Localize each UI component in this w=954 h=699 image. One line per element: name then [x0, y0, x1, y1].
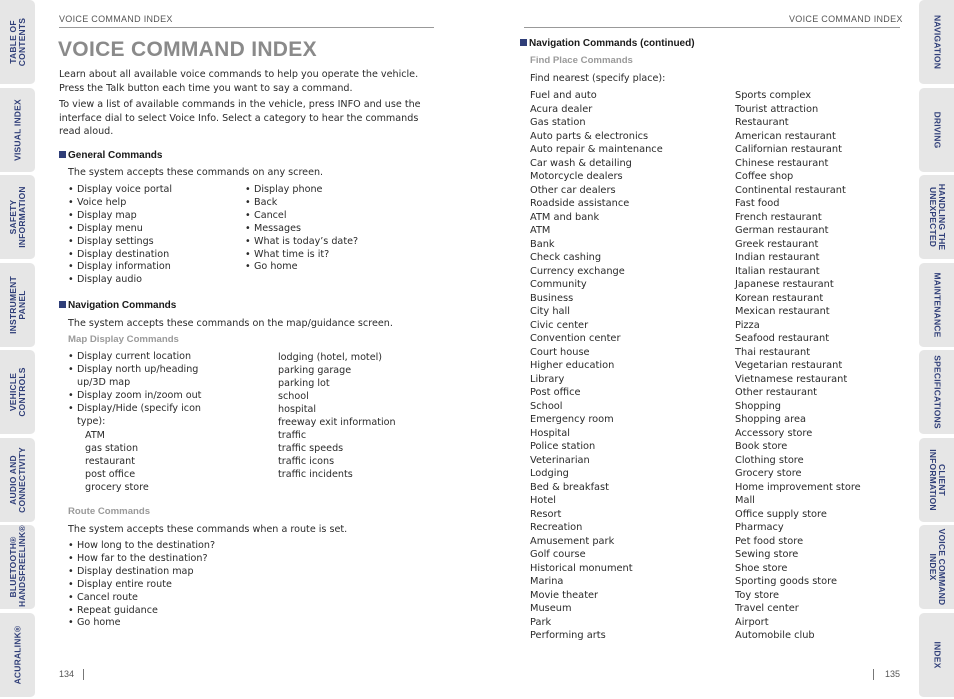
icon-type-item: traffic icons [278, 456, 335, 467]
right-running-head: VOICE COMMAND INDEX [789, 14, 903, 24]
map-icon-types-list-2 [278, 351, 428, 481]
find-nearest-lead: Find nearest (specify place): [530, 73, 666, 84]
place-item: Mall [735, 495, 755, 506]
nav-continued-heading [520, 38, 695, 49]
place-item: Business [530, 292, 574, 304]
icon-type-item: parking lot [278, 378, 330, 389]
route-commands-heading: Route Commands [68, 506, 151, 517]
general-command-item: • Display menu [68, 223, 238, 236]
tab-label: INSTRUMENT PANEL [7, 275, 27, 334]
left-page-number: 134 [59, 669, 75, 679]
place-item: Acura dealer [530, 103, 593, 115]
general-command-item: • Voice help [68, 197, 238, 210]
general-command-item: • Display information [68, 261, 238, 274]
place-item: School [530, 400, 563, 412]
tab-label: ACURALINK® [12, 625, 22, 684]
place-item: Museum [530, 603, 572, 614]
general-command-item: • Display audio [68, 274, 238, 287]
place-item: ATM [530, 225, 551, 236]
place-item: Vietnamese restaurant [735, 373, 848, 385]
place-item: French restaurant [735, 211, 822, 223]
left-section-tab-2[interactable] [0, 175, 35, 260]
place-list-1 [530, 89, 730, 643]
icon-type-item: grocery store [85, 482, 149, 493]
route-command-item: • Display entire route [68, 579, 268, 592]
right-page-number: 135 [885, 669, 901, 679]
general-command-item: • Messages [245, 223, 420, 236]
place-item: Grocery store [735, 468, 802, 479]
place-item: Continental restaurant [735, 184, 846, 196]
place-item: Resort [530, 508, 562, 520]
icon-type-item: ATM [85, 430, 105, 441]
navigation-commands-desc: The system accepts these commands on the map/guidance screen. [68, 318, 393, 329]
place-item: Toy store [735, 589, 780, 601]
place-item: Lodging [530, 468, 569, 479]
nav-continued-heading-text: Navigation Commands (continued) [529, 38, 695, 49]
left-section-tab-6[interactable] [0, 525, 35, 610]
place-item: Roadside assistance [530, 198, 630, 209]
place-item: Restaurant [735, 117, 789, 128]
left-section-tab-7[interactable] [0, 613, 35, 698]
place-item: Travel center [735, 603, 799, 614]
map-display-heading: Map Display Commands [68, 334, 179, 345]
place-item: Clothing store [735, 454, 804, 466]
icon-type-item: traffic [278, 430, 307, 441]
route-command-item: • Repeat guidance [68, 605, 268, 618]
place-item: Sewing store [735, 549, 799, 560]
right-section-tabs [919, 0, 954, 699]
place-item: Golf course [530, 549, 586, 560]
right-page-number-bar [873, 669, 874, 680]
place-item: Historical monument [530, 562, 633, 574]
place-item: Emergency room [530, 414, 614, 425]
map-command-item: • Display current location [68, 351, 208, 364]
right-section-tab-6[interactable] [919, 525, 954, 610]
place-item: German restaurant [735, 225, 829, 236]
map-display-list [68, 351, 208, 428]
intro-paragraph-1: Learn about all available voice commands to help you operate the vehicle. Press the Talk button each time you want to say a command. [59, 69, 419, 94]
place-item: Shopping area [735, 414, 806, 425]
tab-label: NAVIGATION [932, 14, 942, 70]
tab-label: VEHICLE CONTROLS [7, 367, 27, 417]
place-item: Motorcycle dealers [530, 171, 623, 182]
tab-label: CLIENT INFORMATION [927, 448, 947, 511]
place-item: Performing arts [530, 630, 606, 641]
place-item: Car wash & detailing [530, 157, 632, 169]
route-commands-desc: The system accepts these commands when a route is set. [68, 524, 348, 535]
route-commands-list [68, 540, 268, 630]
place-item: American restaurant [735, 130, 836, 142]
tab-label: MAINTENANCE [932, 271, 942, 337]
general-command-item: • Go home [245, 261, 420, 274]
general-commands-list-2 [245, 184, 420, 274]
place-item: Coffee shop [735, 171, 794, 182]
place-item: Higher education [530, 360, 615, 371]
left-section-tab-0[interactable] [0, 0, 35, 85]
place-item: Auto parts & electronics [530, 130, 649, 142]
section-marker-icon [59, 301, 66, 308]
place-item: Amusement park [530, 535, 615, 547]
place-item: Park [530, 616, 552, 628]
route-command-item: • Display destination map [68, 566, 268, 579]
general-command-item: • Display settings [68, 236, 238, 249]
icon-type-item: traffic speeds [278, 443, 344, 454]
general-command-item: • Cancel [245, 210, 420, 223]
right-section-tab-5[interactable] [919, 438, 954, 523]
left-running-head: VOICE COMMAND INDEX [59, 14, 173, 24]
place-item: Sports complex [735, 90, 812, 101]
route-command-item: • How long to the destination? [68, 540, 268, 553]
icon-type-item: lodging (hotel, motel) [278, 352, 383, 363]
right-section-tab-0[interactable] [919, 0, 954, 85]
intro-paragraph-2: To view a list of available commands in the vehicle, press INFO and use the interface dial to select Voice Info. Select a category to hear the commands read aloud. [59, 99, 421, 137]
right-section-tab-7[interactable] [919, 613, 954, 698]
general-command-item: • Display voice portal [68, 184, 238, 197]
place-item: Accessory store [735, 427, 813, 439]
place-item: Veterinarian [530, 454, 590, 466]
place-item: Airport [735, 616, 769, 628]
right-section-tab-1[interactable] [919, 88, 954, 173]
tab-label: SPECIFICATIONS [932, 355, 942, 429]
place-item: Hospital [530, 427, 570, 439]
route-command-item: • Go home [68, 617, 268, 630]
place-item: Office supply store [735, 508, 827, 520]
tab-label: BLUETOOTH® HANDSFREELINK® [7, 525, 27, 607]
place-item: Mexican restaurant [735, 306, 830, 317]
place-item: Auto repair & maintenance [530, 144, 663, 155]
general-commands-desc: The system accepts these commands on any screen. [68, 167, 324, 178]
left-page-number-bar [83, 669, 84, 680]
place-item: Currency exchange [530, 265, 625, 277]
right-section-tab-3[interactable] [919, 263, 954, 348]
place-item: Police station [530, 441, 596, 452]
page-title: VOICE COMMAND INDEX [58, 38, 317, 61]
place-item: Thai restaurant [735, 346, 811, 358]
left-header-rule [59, 27, 434, 28]
place-item: Seafood restaurant [735, 333, 830, 344]
route-command-item: • Cancel route [68, 592, 268, 605]
icon-type-item: restaurant [85, 456, 136, 467]
place-item: Pharmacy [735, 522, 784, 533]
icon-type-item: parking garage [278, 365, 352, 376]
general-commands-list-1 [68, 184, 238, 287]
route-command-item: • How far to the destination? [68, 553, 268, 566]
general-command-item: • Display map [68, 210, 238, 223]
icon-type-item: post office [85, 469, 136, 480]
place-item: Hotel [530, 495, 556, 506]
general-command-item: • Back [245, 197, 420, 210]
place-item: City hall [530, 306, 570, 317]
map-command-item: • Display zoom in/zoom out [68, 390, 208, 403]
place-item: Bed & breakfast [530, 481, 609, 493]
left-section-tab-1[interactable] [0, 88, 35, 173]
place-item: ATM and bank [530, 211, 600, 223]
place-item: Chinese restaurant [735, 157, 829, 169]
general-commands-heading [59, 150, 162, 161]
tab-label: TABLE OF CONTENTS [7, 17, 27, 67]
icon-type-item: freeway exit information [278, 417, 396, 428]
place-item: Tourist attraction [735, 103, 819, 115]
place-item: Book store [735, 441, 788, 452]
map-command-item: • Display north up/heading up/3D map [68, 364, 208, 390]
general-command-item: • Display phone [245, 184, 420, 197]
tab-label: VISUAL INDEX [12, 98, 22, 161]
place-item: Automobile club [735, 630, 815, 641]
navigation-commands-heading-text: Navigation Commands [68, 300, 177, 311]
left-section-tab-5[interactable] [0, 438, 35, 523]
place-item: Library [530, 373, 565, 385]
tab-label: VOICE COMMAND INDEX [927, 528, 947, 606]
map-icon-types-list [85, 429, 149, 494]
place-item: Gas station [530, 117, 586, 128]
place-item: Californian restaurant [735, 144, 842, 155]
icon-type-item: hospital [278, 404, 317, 415]
place-item: Pet food store [735, 535, 804, 547]
place-item: Other car dealers [530, 184, 616, 196]
place-item: Home improvement store [735, 481, 861, 493]
place-item: Pizza [735, 319, 760, 331]
place-item: Civic center [530, 319, 589, 331]
section-marker-icon [59, 151, 66, 158]
general-command-item: • Display destination [68, 249, 238, 262]
left-section-tab-4[interactable] [0, 350, 35, 435]
place-item: Post office [530, 387, 581, 398]
navigation-commands-heading [59, 300, 176, 311]
place-item: Indian restaurant [735, 252, 820, 263]
find-place-heading: Find Place Commands [530, 55, 633, 66]
place-item: Japanese restaurant [735, 279, 834, 290]
left-section-tab-3[interactable] [0, 263, 35, 348]
right-section-tab-4[interactable] [919, 350, 954, 435]
tab-label: SAFETY INFORMATION [7, 186, 27, 248]
icon-type-item: traffic incidents [278, 469, 353, 480]
place-list-2 [735, 89, 915, 643]
right-header-rule [524, 27, 900, 28]
place-item: Community [530, 279, 587, 290]
tab-label: HANDLING THE UNEXPECTED [927, 183, 947, 251]
place-item: Korean restaurant [735, 292, 824, 304]
place-item: Greek restaurant [735, 238, 819, 250]
place-item: Vegetarian restaurant [735, 360, 843, 371]
place-item: Sporting goods store [735, 576, 837, 587]
place-item: Marina [530, 576, 564, 587]
place-item: Bank [530, 238, 555, 250]
left-section-tabs [0, 0, 35, 699]
section-marker-icon [520, 39, 527, 46]
place-item: Convention center [530, 333, 621, 344]
right-section-tab-2[interactable] [919, 175, 954, 260]
place-item: Shopping [735, 400, 782, 412]
tab-label: DRIVING [932, 111, 942, 148]
tab-label: INDEX [932, 641, 942, 668]
map-command-item: • Display/Hide (specify icon type): [68, 403, 208, 429]
place-item: Fuel and auto [530, 90, 597, 101]
place-item: Italian restaurant [735, 265, 820, 277]
place-item: Check cashing [530, 252, 602, 263]
icon-type-item: school [278, 391, 309, 402]
tab-label: AUDIO AND CONNECTIVITY [7, 446, 27, 513]
place-item: Recreation [530, 522, 583, 533]
general-command-item: • What time is it? [245, 249, 420, 262]
general-commands-heading-text: General Commands [68, 150, 163, 161]
place-item: Other restaurant [735, 387, 818, 398]
place-item: Shoe store [735, 562, 788, 574]
place-item: Fast food [735, 198, 780, 209]
place-item: Court house [530, 346, 590, 358]
general-command-item: • What is today’s date? [245, 236, 420, 249]
icon-type-item: gas station [85, 443, 139, 454]
place-item: Movie theater [530, 589, 599, 601]
